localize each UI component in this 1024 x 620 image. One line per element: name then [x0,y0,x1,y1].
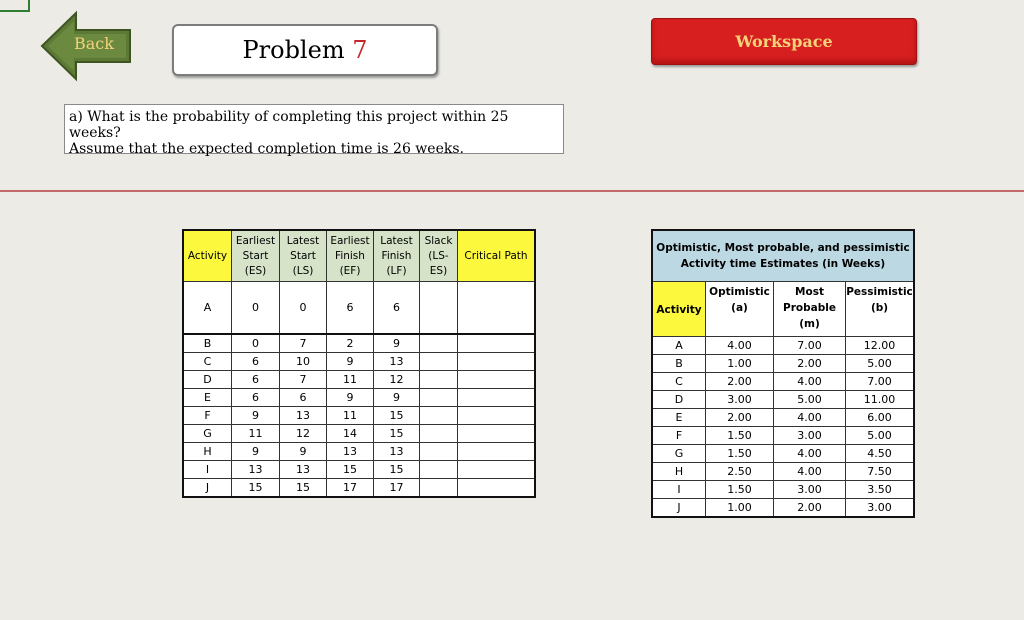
cell-ef: 2 [327,334,374,353]
table-row [652,481,914,499]
table-row [652,427,914,445]
cell-activity: C [652,373,706,391]
cell-activity: B [183,334,232,353]
table-row [183,334,535,353]
estimates-caption: Optimistic, Most probable, and pessimistic Activity time Estimates (in Weeks) [652,230,914,282]
cell-a: 4.00 [706,337,774,355]
cell-ls: 13 [280,461,327,479]
cell-critical-input[interactable] [458,334,536,353]
cell-slack-input[interactable] [420,282,458,335]
cell-ls: 12 [280,425,327,443]
cell-slack-input[interactable] [420,389,458,407]
cell-b: 5.00 [846,427,915,445]
cell-m: 2.00 [774,355,846,373]
cell-m: 4.00 [774,373,846,391]
cell-lf: 15 [374,407,420,425]
cell-activity: F [652,427,706,445]
cell-ls: 10 [280,353,327,371]
table-row [183,425,535,443]
cell-m: 2.00 [774,499,846,518]
cell-activity: E [652,409,706,427]
cell-es: 6 [232,371,280,389]
cell-b: 7.50 [846,463,915,481]
cell-ls: 0 [280,282,327,335]
cell-critical-input[interactable] [458,443,536,461]
header-es: Earliest Start (ES) [232,230,280,282]
cell-a: 1.50 [706,481,774,499]
header-lf: Latest Finish (LF) [374,230,420,282]
cell-ef: 15 [327,461,374,479]
critical-path-table [182,229,536,498]
cell-activity: G [652,445,706,463]
question-line-2: Assume that the expected completion time is 26 weeks. [69,141,464,157]
problem-title [172,24,438,76]
cell-ef: 6 [327,282,374,335]
cell-slack-input[interactable] [420,334,458,353]
cell-lf: 17 [374,479,420,498]
table-row [183,389,535,407]
cell-es: 15 [232,479,280,498]
cell-critical-input[interactable] [458,479,536,498]
cell-ls: 7 [280,371,327,389]
cell-activity: H [183,443,232,461]
cell-ef: 9 [327,353,374,371]
cell-a: 1.50 [706,427,774,445]
cell-b: 3.00 [846,499,915,518]
cell-slack-input[interactable] [420,425,458,443]
cell-slack-input[interactable] [420,443,458,461]
cell-m: 3.00 [774,427,846,445]
cell-a: 1.50 [706,445,774,463]
table-row [183,282,535,335]
header-ef: Earliest Finish (EF) [327,230,374,282]
cell-activity: G [183,425,232,443]
est-header-optimistic: Optimistic (a) [706,282,774,337]
cell-activity: I [183,461,232,479]
workspace-button[interactable]: Workspace [651,18,917,65]
cell-a: 2.00 [706,409,774,427]
cell-b: 4.50 [846,445,915,463]
cell-critical-input[interactable] [458,353,536,371]
table-row [183,371,535,389]
back-label: Back [74,34,114,53]
cell-ef: 11 [327,407,374,425]
table-row [652,373,914,391]
cell-critical-input[interactable] [458,371,536,389]
cell-critical-input[interactable] [458,407,536,425]
cell-ls: 13 [280,407,327,425]
cell-activity: J [183,479,232,498]
cell-es: 9 [232,443,280,461]
cell-activity: A [183,282,232,335]
cell-a: 1.00 [706,499,774,518]
cell-ls: 15 [280,479,327,498]
cell-activity: E [183,389,232,407]
cell-es: 6 [232,389,280,407]
cell-b: 7.00 [846,373,915,391]
table-row [183,443,535,461]
header-activity: Activity [183,230,232,282]
table-row [652,409,914,427]
cell-activity: D [183,371,232,389]
table-row [652,463,914,481]
cell-ef: 13 [327,443,374,461]
table-row [652,445,914,463]
cell-b: 6.00 [846,409,915,427]
table-row [652,355,914,373]
est-header-pessimistic: Pessimistic (b) [846,282,915,337]
table-row [183,353,535,371]
cell-slack-input[interactable] [420,479,458,498]
cell-m: 7.00 [774,337,846,355]
cell-ls: 6 [280,389,327,407]
cell-a: 2.50 [706,463,774,481]
cell-activity: I [652,481,706,499]
cell-es: 6 [232,353,280,371]
cell-critical-input[interactable] [458,461,536,479]
cell-slack-input[interactable] [420,353,458,371]
cell-es: 0 [232,282,280,335]
cell-lf: 13 [374,443,420,461]
cell-ls: 9 [280,443,327,461]
table-row [183,407,535,425]
cell-ef: 11 [327,371,374,389]
table-row [183,479,535,498]
question-box [64,104,564,157]
header-ls: Latest Start (LS) [280,230,327,282]
cell-activity: B [652,355,706,373]
cell-es: 13 [232,461,280,479]
back-button[interactable] [40,10,132,82]
cell-activity: C [183,353,232,371]
critical-path-body [183,282,535,498]
cell-critical-input[interactable] [458,425,536,443]
est-header-most-probable: Most Probable (m) [774,282,846,337]
estimates-body [652,337,914,518]
cell-lf: 15 [374,461,420,479]
cell-activity: F [183,407,232,425]
cell-activity: H [652,463,706,481]
cell-es: 11 [232,425,280,443]
cell-lf: 6 [374,282,420,335]
estimates-table [651,229,915,518]
cell-m: 3.00 [774,481,846,499]
table-row [652,337,914,355]
cell-m: 5.00 [774,391,846,409]
cell-lf: 12 [374,371,420,389]
question-line-1: a) What is the probability of completing this project within 25 weeks? [69,109,509,141]
cell-activity: D [652,391,706,409]
cell-a: 1.00 [706,355,774,373]
cell-critical-input[interactable] [458,282,536,335]
cell-slack-input[interactable] [420,461,458,479]
divider [0,190,1024,192]
cell-lf: 13 [374,353,420,371]
cell-b: 5.00 [846,355,915,373]
problem-title-text: Problem [242,36,345,64]
cell-ef: 9 [327,389,374,407]
table-row [652,499,914,518]
cell-slack-input[interactable] [420,407,458,425]
cell-lf: 9 [374,334,420,353]
cell-es: 0 [232,334,280,353]
cell-ef: 17 [327,479,374,498]
cell-b: 11.00 [846,391,915,409]
cell-critical-input[interactable] [458,389,536,407]
table-row [652,391,914,409]
cell-m: 4.00 [774,445,846,463]
cell-lf: 15 [374,425,420,443]
cell-a: 3.00 [706,391,774,409]
cell-ls: 7 [280,334,327,353]
cell-ef: 14 [327,425,374,443]
cell-b: 12.00 [846,337,915,355]
cell-m: 4.00 [774,409,846,427]
header-critical-path: Critical Path [458,230,536,282]
cell-b: 3.50 [846,481,915,499]
cell-lf: 9 [374,389,420,407]
problem-number: 7 [352,36,368,64]
table-row [183,461,535,479]
cell-a: 2.00 [706,373,774,391]
cell-activity: J [652,499,706,518]
cell-activity: A [652,337,706,355]
est-header-activity: Activity [652,282,706,337]
corner-marker [0,0,30,12]
header-slack: Slack (LS- ES) [420,230,458,282]
cell-slack-input[interactable] [420,371,458,389]
cell-es: 9 [232,407,280,425]
cell-m: 4.00 [774,463,846,481]
